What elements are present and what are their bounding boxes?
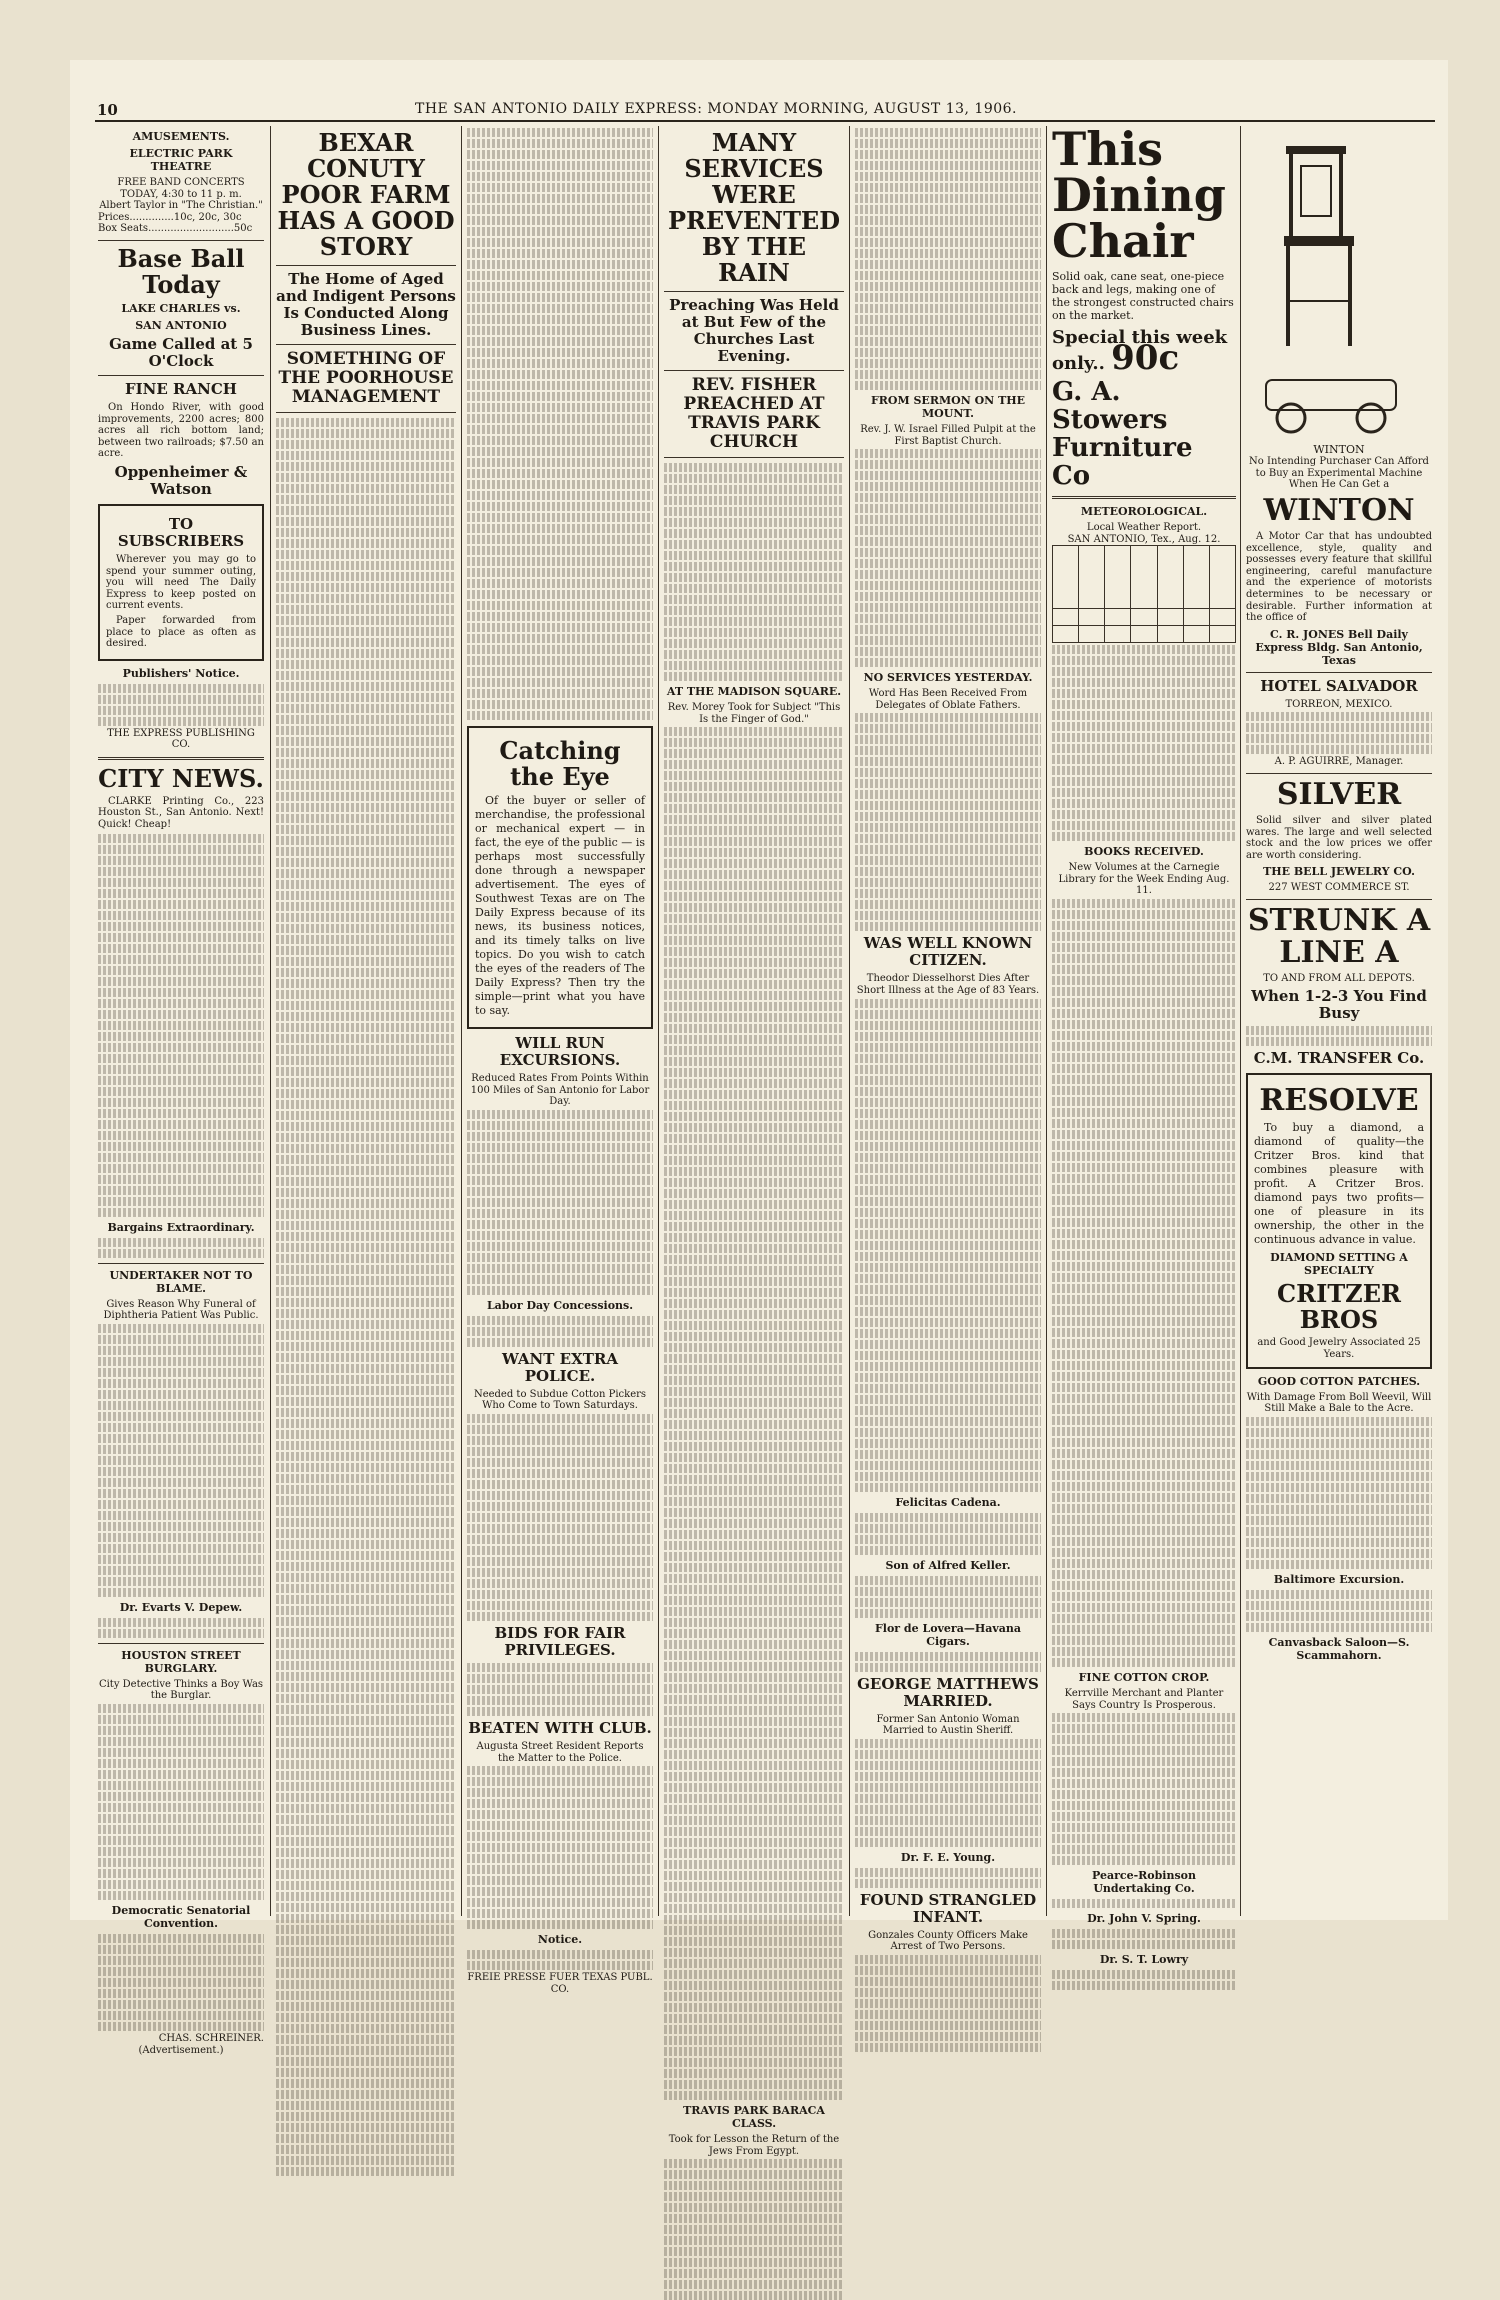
ranch-text: On Hondo River, with good improvements, 2200 acres; 800 acres all rich bottom land; between two railroads; $7.50 an acre. [98, 401, 264, 460]
page-number: 10 [97, 101, 118, 119]
strunk-heading: STRUNK A LINE A [1247, 902, 1431, 970]
subscribers-text: Wherever you may go to spend your summer outing, you will need The Daily Express to keep posted on current events. [106, 553, 256, 612]
chair-price: 90c [1111, 338, 1180, 378]
meteorological-heading: METEOROLOGICAL. [1080, 505, 1208, 518]
catching-eye-text: Of the buyer or seller of merchandise, the professional or mechanical expert — in fact, the eye of the public — is perhaps most successfully done through a newspaper advertisement. The eyes of Southwest Texas are on The Daily Express because of its news, its business notices, and its timely talks on live topics. Do you wish to catch the eyes of the readers of The Daily Express? Then try the simple—print what you have to say. [475, 794, 645, 1017]
weather-report: Local Weather Report. [1086, 522, 1202, 533]
column-6 [1052, 122, 1236, 1967]
madison-heading: AT THE MADISON SQUARE. [666, 685, 842, 698]
cotton-crop-heading: FINE COTTON CROP. [1078, 1670, 1210, 1684]
police-subhead: Needed to Subdue Cotton Pickers Who Come to Town Saturdays. [473, 1388, 647, 1412]
strunk-depots: TO AND FROM ALL DEPOTS. [1263, 972, 1415, 984]
salvador-place: TORREON, MEXICO. [1285, 698, 1393, 710]
resolve-box [1246, 1073, 1432, 1368]
column-2 [276, 126, 456, 1916]
notice-signature: FREIE PRESSE FUER TEXAS PUBL. CO. [467, 1972, 653, 1995]
salvador-heading: HOTEL SALVADOR [1260, 676, 1418, 695]
cotton-patches-subhead: With Damage From Boll Weevil, Will Still Make a Bale to the Acre. [1246, 1391, 1432, 1415]
car-illustration [1246, 360, 1432, 440]
column-5 [855, 126, 1041, 1953]
baraca-heading: TRAVIS PARK BARACA CLASS. [683, 2104, 825, 2131]
resolve-heading: RESOLVE [1259, 1083, 1419, 1119]
column-rule [658, 126, 659, 1916]
ranch-agents: Oppenheimer & Watson [114, 462, 248, 498]
young-heading: Dr. F. E. Young. [900, 1850, 996, 1864]
madison-subhead: Rev. Morey Took for Subject "This Is the Finger of God." [667, 702, 841, 725]
stowers-name: G. A. Stowers Furniture Co [1052, 377, 1193, 491]
fisher-subhead: REV. FISHER PREACHED AT TRAVIS PARK CHURCH [683, 375, 825, 452]
salvador-manager: A. P. AGUIRRE, Manager. [1274, 756, 1404, 768]
catching-eye-box [467, 726, 653, 1029]
weather-place: SAN ANTONIO, Tex., Aug. 12. [1067, 533, 1221, 545]
advertisement-note: (Advertisement.) [138, 2044, 224, 2056]
club-heading: BEATEN WITH CLUB. [468, 1718, 652, 1737]
strunk-company: C.M. TRANSFER Co. [1253, 1049, 1425, 1068]
concerts-text: FREE BAND CONCERTS [117, 177, 245, 188]
winton-heading: WINTON [1263, 492, 1415, 528]
fair-heading: BIDS FOR FAIR PRIVILEGES. [494, 1623, 626, 1659]
convention-heading: Democratic Senatorial Convention. [111, 1904, 251, 1931]
excursions-heading: WILL RUN EXCURSIONS. [499, 1034, 621, 1069]
books-heading: BOOKS RECEIVED. [1084, 845, 1204, 859]
undertaker-subhead: Gives Reason Why Funeral of Diphtheria Patient Was Public. [103, 1298, 259, 1322]
undertaker-heading: UNDERTAKER NOT TO BLAME. [109, 1268, 253, 1295]
teams-line-1: LAKE CHARLES vs. [121, 301, 241, 315]
pearce-heading: Pearce-Robinson Undertaking Co. [1091, 1869, 1197, 1896]
winton-text: A Motor Car that has undoubted excellence, style, quality and possesses every feature that skillful engineering, careful manufacture and the experience of motorists determines to be necessary or desirable. Further information at the office of [1246, 530, 1432, 624]
felicitas-heading: Felicitas Cadena. [895, 1495, 1001, 1509]
citizen-heading: WAS WELL KNOWN CITIZEN. [863, 934, 1033, 970]
depew-heading: Dr. Evarts V. Depew. [119, 1600, 243, 1614]
subscribers-text-2: Paper forwarded from place to place as often as desired. [106, 614, 256, 650]
masthead [95, 98, 1435, 120]
no-services-heading: NO SERVICES YESTERDAY. [863, 671, 1033, 685]
subscribers-heading: TO SUBSCRIBERS [117, 514, 245, 550]
masthead-title: THE SAN ANTONIO DAILY EXPRESS: MONDAY MORNING, AUGUST 13, 1906. [415, 101, 1017, 117]
publishers-signature: THE EXPRESS PUBLISHING CO. [107, 727, 255, 751]
notice-heading: Notice. [537, 1933, 583, 1947]
chair-ad-title: This Dining Chair [1052, 122, 1226, 268]
no-services-subhead: Word Has Been Received From Delegates of Oblate Fathers. [868, 688, 1028, 711]
keller-heading: Son of Alfred Keller. [885, 1558, 1011, 1572]
canvasback-heading: Canvasback Saloon—S. Scammahorn. [1268, 1635, 1410, 1662]
baltimore-heading: Baltimore Excursion. [1273, 1572, 1405, 1586]
silver-heading: SILVER [1276, 776, 1402, 812]
publishers-heading: Publishers' Notice. [122, 666, 240, 680]
weather-table [1052, 545, 1236, 643]
ranch-heading: FINE RANCH [125, 379, 237, 398]
chair-ad-text: Solid oak, cane seat, one-piece back and legs, making one of the strongest constructed chairs on the market. [1052, 270, 1234, 322]
poor-farm-headline: BEXAR CONUTY POOR FARM HAS A GOOD STORY [277, 128, 455, 261]
column-rule [1046, 126, 1047, 1916]
convention-chairman: CHAS. SCHREINER. [158, 2033, 264, 2045]
silver-text: Solid silver and silver plated wares. The large and well selected stock and the low prices we offer are worth considering. [1246, 814, 1432, 861]
married-subhead: Former San Antonio Woman Married to Austin Sheriff. [876, 1713, 1020, 1737]
city-news-heading: CITY NEWS. [98, 763, 264, 793]
catching-eye-heading: Catching the Eye [499, 736, 621, 791]
column-7 [1246, 126, 1432, 1916]
resolve-text: To buy a diamond, a diamond of quality—the Critzer Bros. kind that combines pleasure with profit. A Critzer Bros. diamond pays two profits—one of pleasure in its ownership, the other in the continuous advance in value. [1254, 1121, 1424, 1247]
diamond-heading: DIAMOND SETTING A SPECIALTY [1270, 1251, 1408, 1278]
critzer-subhead: and Good Jewelry Associated 25 Years. [1257, 1337, 1421, 1361]
subscribers-box [98, 504, 264, 661]
poor-farm-subhead: The Home of Aged and Indigent Persons Is Conducted Along Business Lines. [276, 270, 456, 339]
services-headline: MANY SERVICES WERE PREVENTED BY THE RAIN [667, 128, 841, 287]
city-news-lead: CLARKE Printing Co., 223 Houston St., San Antonio. Next! Quick! Cheap! [98, 795, 264, 831]
infant-heading: FOUND STRANGLED INFANT. [859, 1890, 1037, 1926]
prices-text: Prices..............10c, 20c, 30c [98, 211, 242, 223]
today-text: TODAY, 4:30 to 11 p. m. [120, 188, 242, 200]
winton-tagline: No Intending Purchaser Can Afford to Buy an Experimental Machine When He Can Get a [1249, 456, 1429, 491]
jones-line: C. R. JONES Bell Daily Express Bldg. San Antonio, Texas [1255, 627, 1423, 667]
baseball-heading: Base Ball Today [117, 243, 245, 299]
poorhouse-subhead: SOMETHING OF THE POORHOUSE MANAGEMENT [278, 349, 454, 407]
play-text: Albert Taylor in "The Christian." [99, 200, 263, 212]
labor-day-heading: Labor Day Concessions. [486, 1298, 634, 1312]
burglary-heading: HOUSTON STREET BURGLARY. [121, 1648, 241, 1675]
chair-illustration [1246, 126, 1432, 356]
spring-heading: Dr. John V. Spring. [1087, 1912, 1201, 1926]
burglary-subhead: City Detective Thinks a Boy Was the Burglar. [98, 1678, 264, 1702]
services-subhead: Preaching Was Held at But Few of the Churches Last Evening. [669, 296, 839, 365]
baraca-subhead: Took for Lesson the Return of the Jews From Egypt. [668, 2134, 840, 2157]
column-3 [467, 126, 653, 1995]
column-4 [664, 126, 844, 2157]
column-1 [98, 126, 264, 2056]
strunk-when: When 1-2-3 You Find Busy [1251, 987, 1427, 1023]
mount-heading: FROM SERMON ON THE MOUNT. [870, 394, 1026, 420]
amusements-heading: AMUSEMENTS. [132, 130, 230, 143]
lowry-heading: Dr. S. T. Lowry [1099, 1953, 1189, 1967]
column-rule [461, 126, 462, 1916]
column-rule [270, 126, 271, 1916]
masthead-rule [95, 120, 1435, 122]
cotton-patches-heading: GOOD COTTON PATCHES. [1257, 1374, 1421, 1388]
bargains-heading: Bargains Extraordinary. [107, 1220, 255, 1234]
police-heading: WANT EXTRA POLICE. [502, 1349, 618, 1385]
bell-heading: THE BELL JEWELRY CO. [1263, 865, 1415, 879]
books-subhead: New Volumes at the Carnegie Library for the Week Ending Aug. 11. [1058, 862, 1230, 897]
excursions-subhead: Reduced Rates From Points Within 100 Miles of San Antonio for Labor Day. [470, 1073, 650, 1108]
mount-subhead: Rev. J. W. Israel Filled Pulpit at the First Baptist Church. [860, 424, 1036, 447]
club-subhead: Augusta Street Resident Reports the Matter to the Police. [476, 1740, 644, 1764]
car-caption: WINTON [1313, 443, 1365, 457]
column-rule [849, 126, 850, 1916]
teams-line-2: SAN ANTONIO [135, 318, 227, 332]
infant-subhead: Gonzales County Officers Make Arrest of Two Persons. [868, 1929, 1028, 1953]
theatre-heading: ELECTRIC PARK THEATRE [129, 147, 233, 173]
married-heading: GEORGE MATTHEWS MARRIED. [857, 1674, 1039, 1710]
cotton-crop-subhead: Kerrville Merchant and Planter Says Country Is Prosperous. [1064, 1687, 1224, 1711]
chair-special: Special this week only.. [1052, 327, 1228, 374]
critzer-heading: CRITZER BROS [1277, 1279, 1401, 1335]
citizen-subhead: Theodor Diesselhorst Dies After Short Illness at the Age of 83 Years. [856, 973, 1040, 996]
column-rule [1240, 126, 1241, 1916]
game-time: Game Called at 5 O'Clock [109, 334, 253, 370]
bell-address: 227 WEST COMMERCE ST. [1268, 882, 1410, 894]
box-seats-text: Box Seats...........................50c [98, 223, 253, 235]
cigars-heading: Flor de Lovera—Havana Cigars. [874, 1621, 1022, 1648]
